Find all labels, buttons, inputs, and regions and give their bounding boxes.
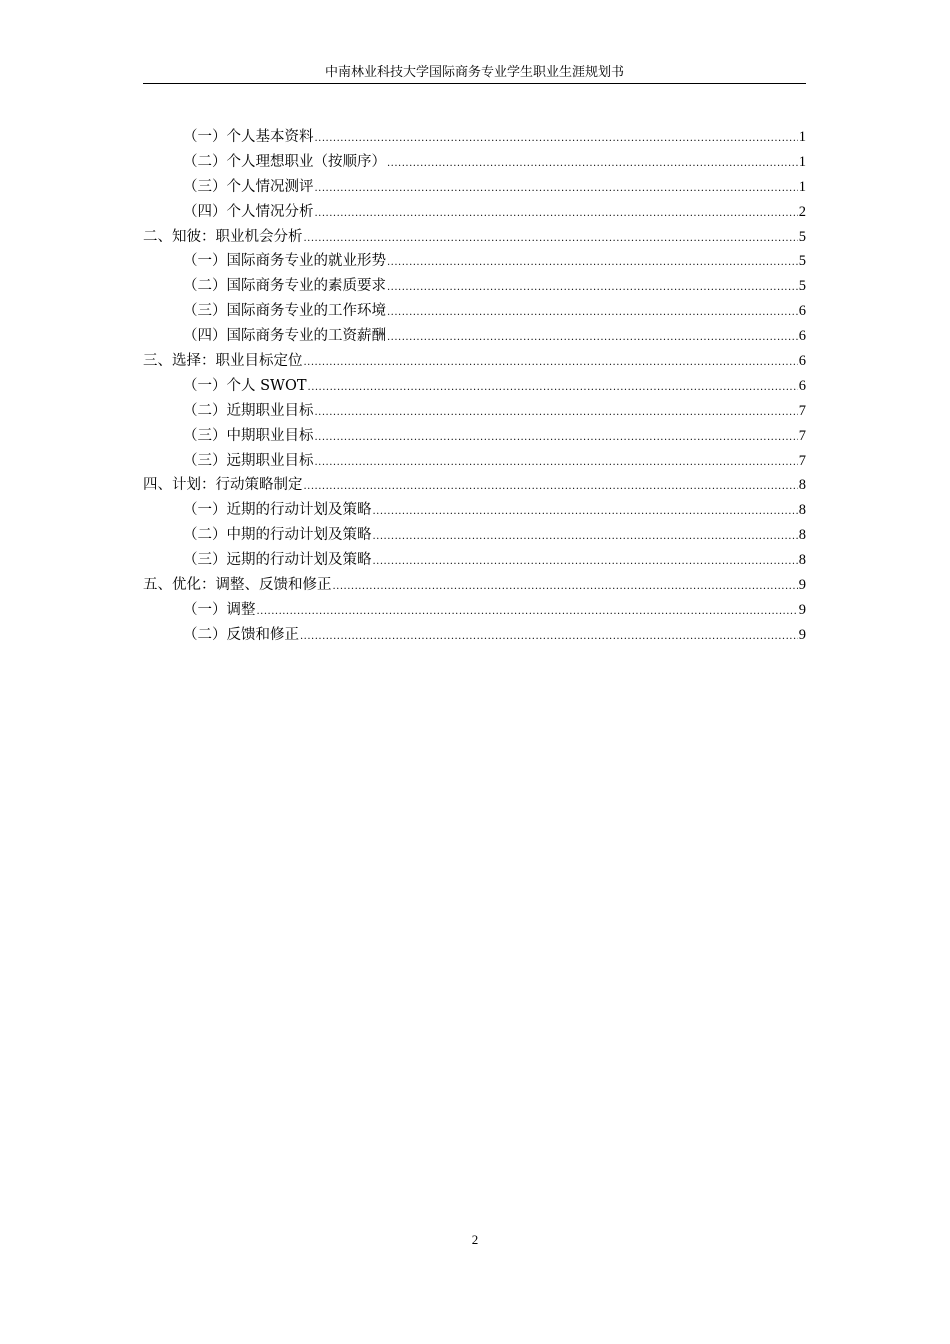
- toc-entry-label: （三）远期的行动计划及策略: [183, 552, 372, 569]
- toc-entry-page: 1: [798, 129, 806, 145]
- toc-dot-leader: [373, 500, 798, 525]
- toc-entry-label: （四）个人情况分析: [183, 203, 314, 220]
- toc-entry-page: 2: [798, 203, 806, 220]
- toc-entry-page: 7: [798, 452, 806, 469]
- toc-entry-page: 8: [798, 527, 806, 544]
- toc-entry[interactable]: [143, 449, 806, 474]
- toc-entry-page: 9: [798, 577, 806, 594]
- toc-dot-leader: [315, 202, 798, 227]
- toc-entry-label: （二）中期的行动计划及策略: [183, 527, 372, 544]
- toc-dot-leader: [373, 525, 798, 550]
- toc-entry[interactable]: [143, 125, 806, 150]
- toc-entry[interactable]: [143, 399, 806, 424]
- toc-dot-leader: [315, 127, 798, 152]
- toc-entry-page: 6: [798, 328, 806, 345]
- toc-dot-leader: [373, 550, 798, 575]
- toc-entry[interactable]: [143, 349, 806, 374]
- toc-dot-leader: [387, 326, 798, 351]
- toc-entry-page: 5: [798, 228, 806, 245]
- document-title: 中南林业科技大学国际商务专业学生职业生涯规划书: [324, 65, 624, 80]
- toc-entry[interactable]: [143, 523, 806, 548]
- toc-dot-leader: [257, 600, 798, 625]
- toc-entry-page: 9: [798, 626, 806, 643]
- toc-entry[interactable]: [143, 324, 806, 349]
- toc-entry-page: 7: [798, 402, 806, 419]
- toc-dot-leader: [300, 625, 798, 650]
- toc-entry-label: （一）调整: [183, 601, 256, 618]
- toc-entry-label: （三）远期职业目标: [183, 452, 314, 469]
- toc-entry-page: 6: [798, 353, 806, 370]
- toc-dot-leader: [308, 376, 798, 401]
- toc-entry[interactable]: [143, 200, 806, 225]
- toc-entry-label: 二、知彼：职业机会分析: [143, 228, 303, 245]
- toc-dot-leader: [387, 301, 798, 326]
- toc-entry-label: （二）个人理想职业（按顺序）: [183, 153, 386, 170]
- toc-entry-page: 8: [798, 477, 806, 494]
- toc-entry[interactable]: [143, 424, 806, 449]
- toc-entry-page: 6: [798, 303, 806, 320]
- toc-entry-label: 五、优化：调整、反馈和修正: [143, 577, 332, 594]
- page-header: [143, 62, 806, 84]
- toc-entry-page: 7: [798, 427, 806, 444]
- toc-entry[interactable]: [143, 473, 806, 498]
- toc-entry[interactable]: [143, 299, 806, 324]
- toc-entry-label: （三）中期职业目标: [183, 427, 314, 444]
- toc-entry-page: 5: [798, 253, 806, 270]
- toc-entry[interactable]: [143, 175, 806, 200]
- toc-entry-label: （三）国际商务专业的工作环境: [183, 303, 386, 320]
- toc-entry-label: （二）国际商务专业的素质要求: [183, 278, 386, 295]
- toc-entry-label: （二）反馈和修正: [183, 626, 299, 643]
- toc-dot-leader: [387, 276, 798, 301]
- toc-entry[interactable]: [143, 274, 806, 299]
- toc-entry-label: （一）国际商务专业的就业形势: [183, 253, 386, 270]
- toc-entry[interactable]: [143, 598, 806, 623]
- toc-entry[interactable]: [143, 573, 806, 598]
- toc-entry-page: 8: [798, 502, 806, 519]
- toc-dot-leader: [304, 227, 798, 252]
- toc-entry-label: （一）近期的行动计划及策略: [183, 502, 372, 519]
- toc-entry-label: 三、选择：职业目标定位: [143, 353, 303, 370]
- toc-dot-leader: [315, 451, 798, 476]
- toc-dot-leader: [304, 351, 798, 376]
- toc-entry-label: （一）个人基本资料: [183, 129, 314, 145]
- toc-entry[interactable]: [143, 150, 806, 175]
- toc-entry-label: （四）国际商务专业的工资薪酬: [183, 328, 386, 345]
- toc-entry-page: 8: [798, 552, 806, 569]
- toc-entry[interactable]: [143, 249, 806, 274]
- toc-dot-leader: [304, 475, 798, 500]
- toc-entry-label: （二）近期职业目标: [183, 402, 314, 419]
- toc-dot-leader: [315, 177, 798, 202]
- toc-entry-page: 1: [798, 153, 806, 170]
- toc-entry[interactable]: [143, 498, 806, 523]
- toc-entry-label: （一）个人 SWOT: [183, 377, 307, 394]
- toc-dot-leader: [387, 152, 798, 177]
- toc-dot-leader: [315, 426, 798, 451]
- toc-dot-leader: [315, 401, 798, 426]
- toc-dot-leader: [387, 251, 798, 276]
- toc-entry[interactable]: [143, 374, 806, 399]
- toc-entry[interactable]: [143, 623, 806, 648]
- toc-entry[interactable]: [143, 548, 806, 573]
- toc-entry-label: （三）个人情况测评: [183, 178, 314, 195]
- toc-entry-page: 6: [798, 377, 806, 394]
- toc-entry[interactable]: [143, 225, 806, 250]
- toc-entry-page: 9: [798, 601, 806, 618]
- page-number: 2: [471, 1232, 479, 1247]
- toc-entry-page: 1: [798, 178, 806, 195]
- table-of-contents: [143, 125, 806, 648]
- toc-dot-leader: [333, 575, 798, 600]
- toc-entry-page: 5: [798, 278, 806, 295]
- toc-entry-label: 四、计划：行动策略制定: [143, 477, 303, 494]
